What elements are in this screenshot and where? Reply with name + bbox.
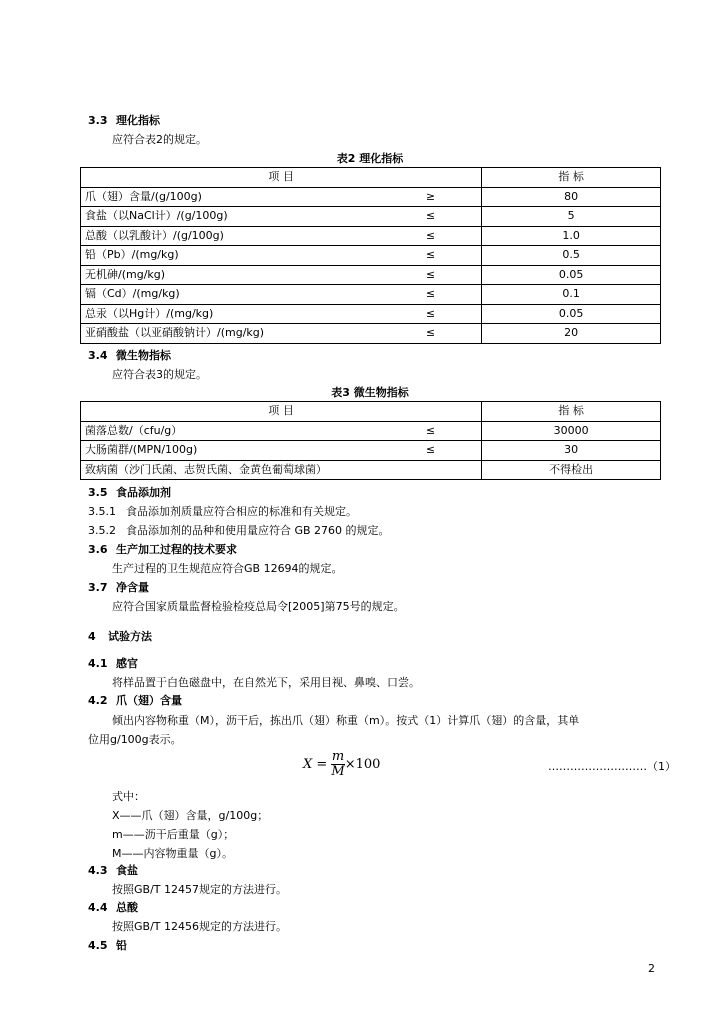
table-2-item-cell: 总酸（以乳酸计）/(g/100g) — [81, 226, 422, 246]
table-3-row — [81, 460, 661, 480]
table-2-value-cell: 1.0 — [482, 226, 661, 246]
table-2-item-cell: 亚硝酸盐（以亚硝酸钠计）/(mg/kg) — [81, 324, 422, 344]
section-3-3-text: 应符合表2的规定。 — [112, 133, 207, 146]
section-3-4-heading: 3.4 微生物指标 — [88, 349, 171, 362]
section-3-5-2: 3.5.2 食品添加剂的品种和使用量应符合 GB 2760 的规定。 — [88, 524, 390, 537]
table-3-row — [81, 421, 661, 441]
section-4-2-text-line1: 倾出内容物称重（M），沥干后，拣出爪（翅）称重（m）。按式（1）计算爪（翅）的含量，其单 — [112, 714, 580, 727]
table-3-header-item: 项 目 — [81, 402, 482, 422]
table-3-row — [81, 441, 661, 461]
table-2-row — [81, 265, 661, 285]
page-number: 2 — [648, 962, 655, 975]
formula-denominator: M — [331, 764, 345, 779]
table-2-symbol-cell: ≤ — [422, 226, 482, 246]
table-2-row — [81, 304, 661, 324]
table-3-symbol-cell — [422, 460, 482, 480]
table-2-row — [81, 246, 661, 266]
table-3-item-cell: 大肠菌群/(MPN/100g) — [81, 441, 422, 461]
table-2-item-cell: 铅（Pb）/(mg/kg) — [81, 246, 422, 266]
section-3-7-text: 应符合国家质量监督检验检疫总局令[2005]第75号的规定。 — [112, 600, 405, 613]
table-2-symbol-cell: ≤ — [422, 324, 482, 344]
table-2-header-item: 项 目 — [81, 168, 482, 188]
table-2-symbol-cell: ≤ — [422, 304, 482, 324]
table-2-row — [81, 285, 661, 305]
section-4-4-text: 按照GB/T 12456规定的方法进行。 — [112, 920, 287, 933]
table-3-caption: 表3 微生物指标 — [331, 386, 409, 399]
table-2-symbol-cell: ≤ — [422, 265, 482, 285]
table-2-value-cell: 0.05 — [482, 304, 661, 324]
table-2-item-cell: 爪（翅）含量/(g/100g) — [81, 187, 422, 207]
section-4-1-text: 将样品置于白色磁盘中，在自然光下，采用目视、鼻嗅、口尝。 — [112, 676, 420, 689]
table-2-symbol-cell: ≤ — [422, 246, 482, 266]
table-2-value-cell: 0.05 — [482, 265, 661, 285]
section-4-3-text: 按照GB/T 12457规定的方法进行。 — [112, 883, 287, 896]
formula-numerator: m — [331, 749, 345, 764]
formula-lhs: X = — [303, 757, 328, 772]
table-2-symbol-cell: ≤ — [422, 285, 482, 305]
table-2-value-cell: 80 — [482, 187, 661, 207]
table-3-header-value: 指 标 — [482, 402, 661, 422]
section-4-4-heading: 4.4 总酸 — [88, 901, 138, 914]
section-3-4-text: 应符合表3的规定。 — [112, 368, 207, 381]
table-2-row — [81, 207, 661, 227]
table-2-item-cell: 镉（Cd）/(mg/kg) — [81, 285, 422, 305]
where-label: 式中： — [112, 790, 145, 803]
section-3-6-heading: 3.6 生产加工过程的技术要求 — [88, 543, 237, 556]
formula-number: ………………………（1） — [548, 760, 676, 773]
table-2-symbol-cell: ≥ — [422, 187, 482, 207]
table-2-item-cell: 食盐（以NaCl计）/(g/100g) — [81, 207, 422, 227]
table-3-item-cell: 致病菌（沙门氏菌、志贺氏菌、金黄色葡萄球菌） — [81, 460, 422, 480]
table-3-value-cell: 不得检出 — [482, 460, 661, 480]
table-2-caption: 表2 理化指标 — [336, 152, 404, 165]
section-4-5-heading: 4.5 铅 — [88, 939, 127, 952]
section-4-2-heading: 4.2 爪（翅）含量 — [88, 694, 182, 707]
table-2-value-cell: 5 — [482, 207, 661, 227]
table-3-value-cell: 30 — [482, 441, 661, 461]
section-3-5-1: 3.5.1 食品添加剂质量应符合相应的标准和有关规定。 — [88, 505, 357, 518]
section-3-3-heading: 3.3 理化指标 — [88, 114, 160, 127]
table-2 — [80, 167, 661, 344]
section-3-5-heading: 3.5 食品添加剂 — [88, 486, 171, 499]
where-line-m: m——沥干后重量（g）； — [112, 828, 235, 841]
table-3-symbol-cell: ≤ — [422, 421, 482, 441]
table-2-row — [81, 324, 661, 344]
table-2-header-value: 指 标 — [482, 168, 661, 188]
where-line-x: X——爪（翅）含量，g/100g； — [112, 809, 269, 822]
table-3-item-cell: 菌落总数/（cfu/g） — [81, 421, 422, 441]
where-line-M: M——内容物重量（g）。 — [112, 847, 233, 860]
table-2-symbol-cell: ≤ — [422, 207, 482, 227]
table-2-row — [81, 226, 661, 246]
section-4-1-heading: 4.1 感官 — [88, 657, 138, 670]
table-3-value-cell: 30000 — [482, 421, 661, 441]
section-4-2-text-line2: 位用g/100g表示。 — [88, 733, 182, 746]
formula-1 — [303, 750, 380, 779]
section-4-heading: 4 试验方法 — [88, 630, 152, 643]
table-2-item-cell: 无机砷/(mg/kg) — [81, 265, 422, 285]
table-3-header-row — [81, 402, 661, 422]
table-2-value-cell: 0.5 — [482, 246, 661, 266]
section-3-7-heading: 3.7 净含量 — [88, 581, 149, 594]
table-3 — [80, 401, 661, 480]
table-2-row — [81, 187, 661, 207]
formula-rhs: ×100 — [344, 757, 381, 772]
table-2-header-row — [81, 168, 661, 188]
table-2-item-cell: 总汞（以Hg计）/(mg/kg) — [81, 304, 422, 324]
section-3-6-text: 生产过程的卫生规范应符合GB 12694的规定。 — [112, 562, 343, 575]
table-2-value-cell: 0.1 — [482, 285, 661, 305]
formula-fraction — [331, 750, 344, 779]
table-3-symbol-cell: ≤ — [422, 441, 482, 461]
table-2-value-cell: 20 — [482, 324, 661, 344]
section-4-3-heading: 4.3 食盐 — [88, 864, 138, 877]
